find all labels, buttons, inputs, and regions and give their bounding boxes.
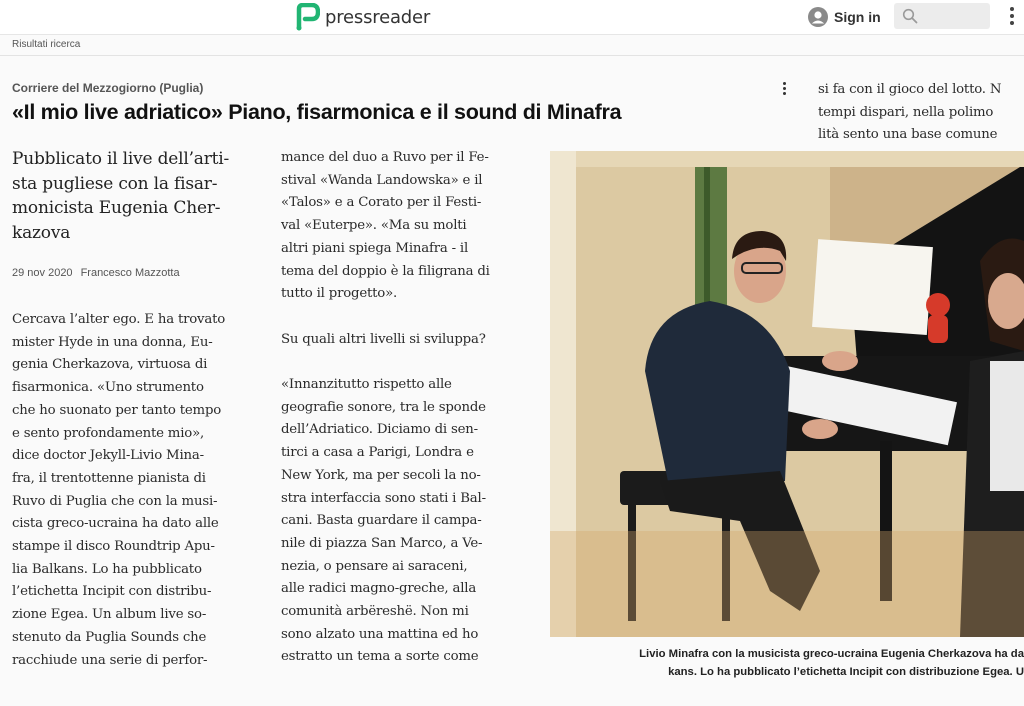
- caption-line: Livio Minafra con la musicista greco-ucraina Eugenia Cherkazova ha da: [639, 648, 1024, 660]
- search-input[interactable]: [924, 6, 988, 28]
- article-column-2: [281, 147, 536, 669]
- publication-source[interactable]: Corriere del Mezzogiorno (Puglia): [12, 81, 204, 95]
- divider: [0, 55, 1024, 56]
- article-column-1: [12, 309, 267, 672]
- article-date: 29 nov 2020: [12, 267, 73, 279]
- text-line: tempi dispari, nella polimo: [818, 104, 994, 120]
- text-line: mister Hyde in una donna, Eu-: [12, 334, 213, 350]
- text-line: cista greco-ucraina ha dato alle: [12, 516, 219, 532]
- text-line: Cercava l’alter ego. E ha trovato: [12, 312, 226, 327]
- text-line: stra interfaccia sono stati i Bal-: [281, 490, 486, 506]
- photo-caption: [550, 645, 1024, 681]
- top-bar: [0, 0, 1024, 35]
- text-line: altri piani spiega Minafra - il: [281, 240, 469, 256]
- article-title: «Il mio live adriatico» Piano, fisarmonica e il sound di Minafra: [12, 100, 622, 124]
- text-line: lia Balkans. Lo ha pubblicato: [12, 561, 202, 577]
- text-line: stival «Wanda Landowska» e il: [281, 172, 483, 188]
- user-icon: [808, 7, 828, 27]
- interview-question: Su quali altri livelli si sviluppa?: [281, 331, 486, 347]
- text-line: che ho suonato per tanto tempo: [12, 402, 222, 418]
- text-line: dell’Adriatico. Diciamo di sen-: [281, 422, 478, 438]
- pressreader-logo[interactable]: [294, 2, 430, 32]
- text-line: e sento profondamente mio»,: [12, 425, 205, 441]
- more-options-icon[interactable]: [1006, 4, 1018, 30]
- text-line: «Innanzitutto rispetto alle: [281, 377, 452, 392]
- text-line: lità sento una base comune: [818, 127, 998, 143]
- caption-line: kans. Lo ha pubblicato l’etichetta Incipit con distribuzione Egea. U: [668, 666, 1024, 678]
- search-box[interactable]: [894, 3, 990, 29]
- text-line: tirci a casa a Parigi, Londra e: [281, 445, 474, 461]
- article-author[interactable]: Francesco Mazzotta: [80, 267, 180, 279]
- article-subtitle: [12, 147, 267, 245]
- subtitle-line: monicista Eugenia Cher-: [12, 198, 221, 218]
- text-line: New York, ma per secoli la no-: [281, 467, 481, 483]
- text-line: estratto un tema a sorte come: [281, 649, 479, 665]
- text-line: mance del duo a Ruvo per il Fe-: [281, 150, 489, 165]
- subtitle-line: kazova: [12, 222, 71, 243]
- subtitle-line: Pubblicato il live dell’arti-: [12, 149, 230, 169]
- article-meta: [12, 267, 180, 279]
- text-line: geografie sonore, tra le sponde: [281, 399, 486, 415]
- text-line: racchiude una serie di perfor-: [12, 652, 208, 668]
- sign-in-button[interactable]: [808, 5, 881, 29]
- paragraph-gap: [281, 351, 536, 374]
- text-line: sono alzato una mattina ed ho: [281, 626, 479, 642]
- subtitle-line: sta pugliese con la fisar-: [12, 173, 218, 194]
- logo-text: pressreader: [325, 6, 431, 28]
- text-line: «Talos» e a Corato per il Festi-: [281, 195, 482, 211]
- text-line: stampe il disco Roundtrip Apu-: [12, 539, 215, 555]
- text-line: nezia, o pensare ai saraceni,: [281, 558, 468, 574]
- article-photo[interactable]: [550, 151, 1024, 637]
- search-icon: [902, 8, 918, 24]
- text-line: zione Egea. Un album live so-: [12, 607, 207, 623]
- text-line: val «Euterpe». «Ma su molti: [281, 218, 467, 234]
- text-line: tutto il progetto».: [281, 286, 398, 302]
- text-line: alle radici magno-greche, alla: [281, 581, 477, 597]
- text-line: cani. Basta guardare il campa-: [281, 513, 482, 529]
- text-line: stenuto da Puglia Sounds che: [12, 629, 207, 645]
- text-line: fra, il trentottenne pianista di: [12, 470, 206, 486]
- photo-illustration: [550, 151, 1024, 637]
- article-column-3: [818, 79, 1024, 147]
- text-line: nile di piazza San Marco, a Ve-: [281, 535, 483, 551]
- article-menu-icon[interactable]: [778, 80, 790, 98]
- text-line: fisarmonica. «Uno strumento: [12, 380, 204, 396]
- pressreader-logo-icon: [294, 3, 320, 31]
- text-line: genia Cherkazova, virtuosa di: [12, 357, 208, 373]
- sign-in-label: Sign in: [834, 9, 881, 25]
- breadcrumb[interactable]: Risultati ricerca: [12, 39, 81, 50]
- paragraph-gap: [281, 306, 536, 329]
- text-line: tema del doppio è la filigrana di: [281, 263, 490, 279]
- text-line: comunità arbëreshë. Non mi: [281, 604, 469, 620]
- text-line: dice doctor Jekyll-Livio Mina-: [12, 448, 204, 464]
- text-line: si fa con il gioco del lotto. N: [818, 82, 1002, 97]
- text-line: l’etichetta Incipit con distribu-: [12, 584, 212, 600]
- text-line: Ruvo di Puglia che con la musi-: [12, 493, 218, 509]
